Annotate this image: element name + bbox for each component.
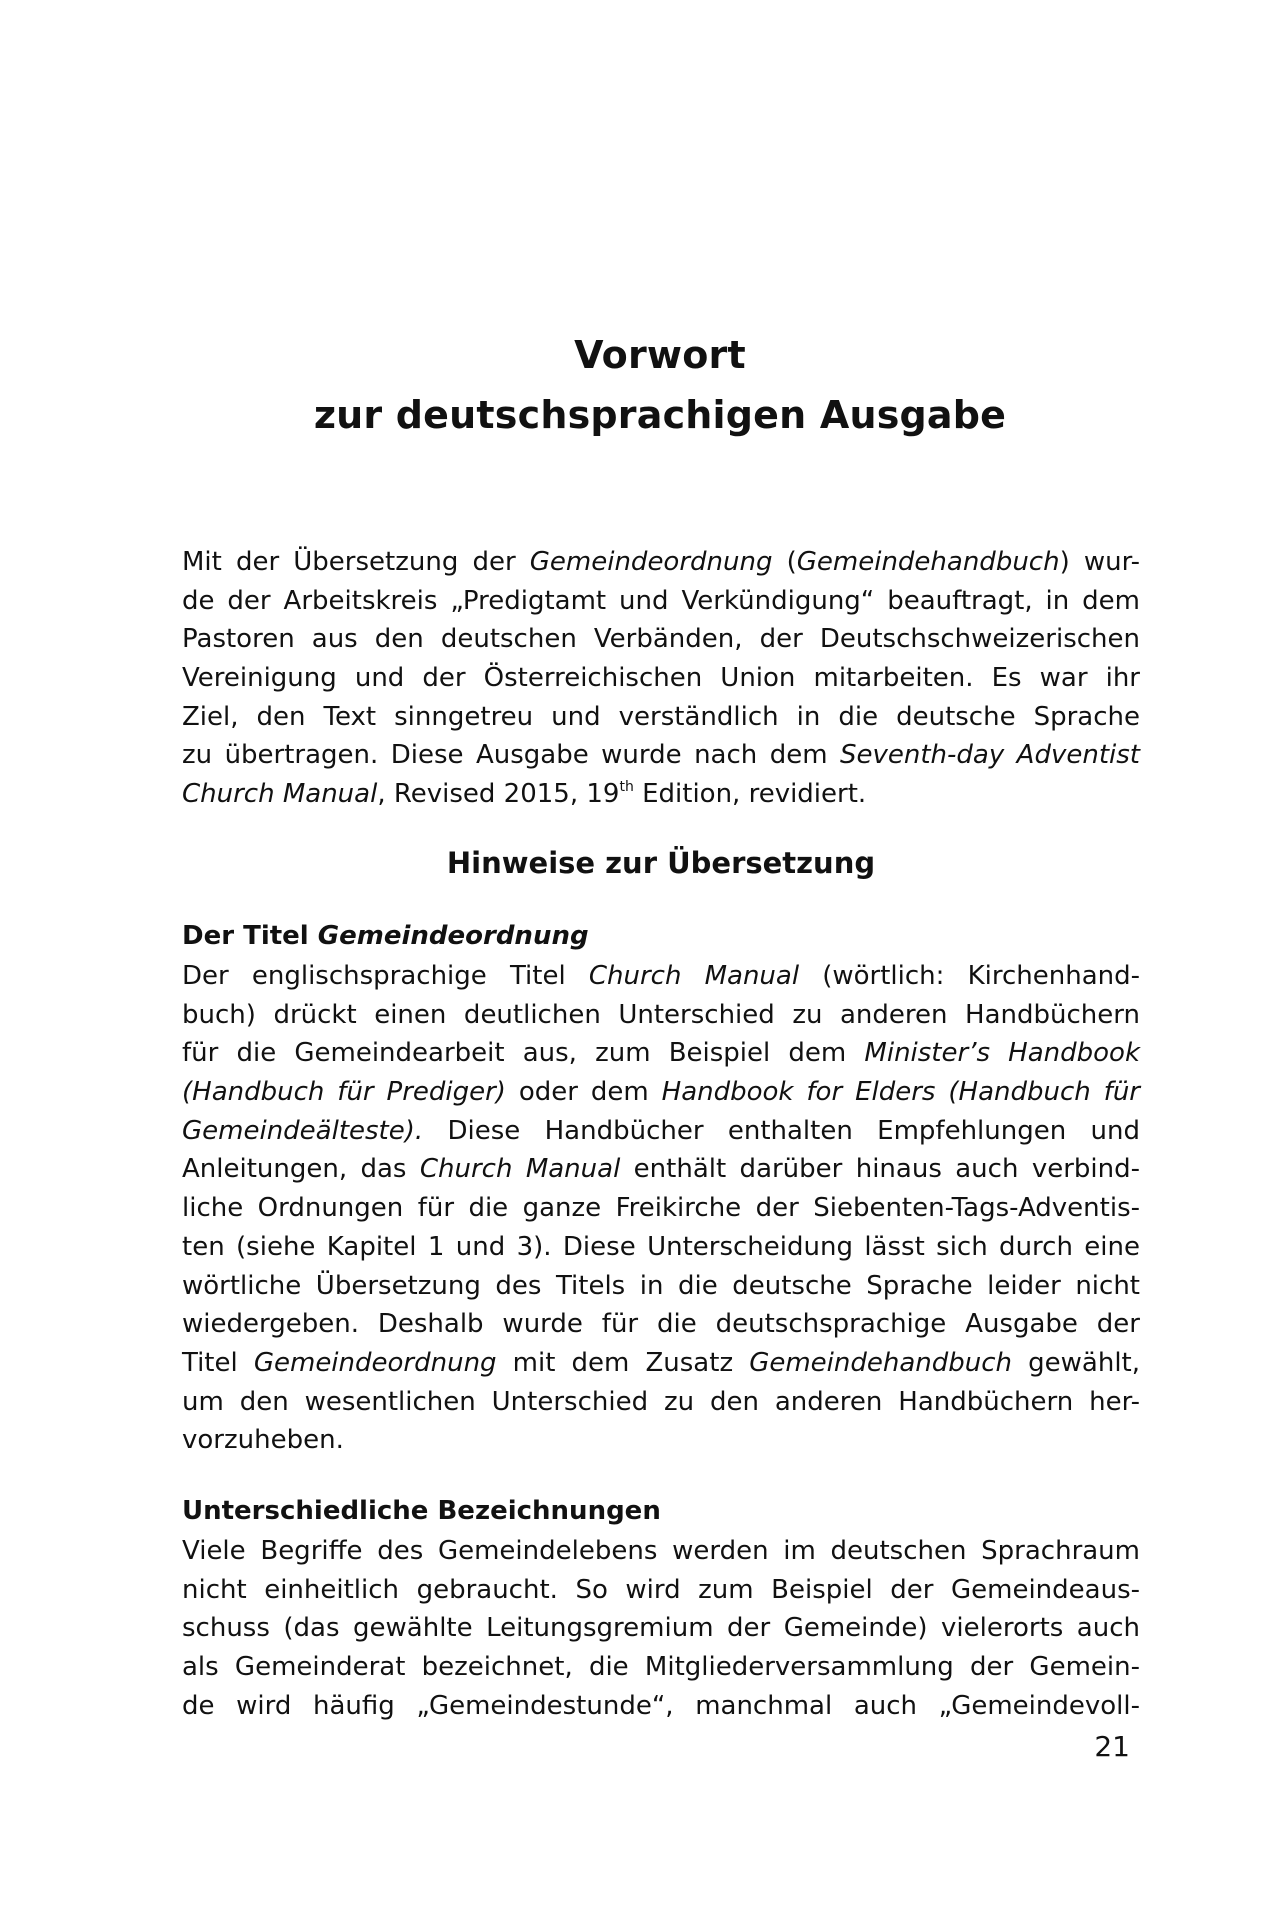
text-run: th xyxy=(619,779,634,796)
text-run: mit dem Zusatz xyxy=(496,1347,750,1378)
page-title-line-2: zur deutschsprachigen Ausgabe xyxy=(313,393,1007,437)
text-run: liche Ordnungen für die ganze Freikirche der Siebenten-Tags-Adventis- xyxy=(182,1193,1140,1224)
text-line xyxy=(182,1648,1140,1687)
text-line xyxy=(182,1344,1140,1383)
title-paragraph xyxy=(182,957,1140,1460)
text-run: Vereinigung und der Österreichischen Union mitarbeiten. Es war ihr xyxy=(182,663,1140,694)
subsection-heading-prefix: Der Titel xyxy=(182,921,318,951)
text-line xyxy=(182,582,1140,621)
text-run: , Revised 2015, 19 xyxy=(377,779,620,810)
text-line xyxy=(182,659,1140,698)
text-run: enthält darüber hinaus auch verbind- xyxy=(620,1154,1140,1185)
text-line xyxy=(182,1034,1140,1073)
text-line xyxy=(182,1267,1140,1306)
section-heading: Hinweise zur Übersetzung xyxy=(446,846,876,880)
text-run: Minister’s Handbook xyxy=(864,1038,1140,1069)
text-line xyxy=(182,1073,1140,1112)
text-line xyxy=(182,1189,1140,1228)
text-run: zu übertragen. Diese Ausgabe wurde nach dem xyxy=(182,740,840,771)
text-run: de der Arbeitskreis „Predigtamt und Verkündigung“ beauftragt, in dem xyxy=(182,585,1140,616)
text-line xyxy=(182,1609,1140,1648)
text-line xyxy=(182,1150,1140,1189)
text-run: Der englischsprachige Titel xyxy=(182,961,589,991)
text-run: nicht einheitlich gebraucht. So wird zum Beispiel der Gemeindeaus- xyxy=(182,1574,1140,1605)
text-run: Seventh-day Adventist xyxy=(839,740,1140,771)
text-line xyxy=(182,1305,1140,1344)
text-run: Pastoren aus den deutschen Verbänden, der Deutschschweizerischen xyxy=(182,624,1140,655)
text-run: Gemeindeälteste). xyxy=(182,1115,424,1146)
text-run: wörtliche Übersetzung des Titels in die deutsche Sprache leider nicht xyxy=(182,1270,1140,1301)
text-run: Church Manual xyxy=(419,1154,621,1185)
text-line xyxy=(182,1571,1140,1610)
text-run: buch) drückt einen deutlichen Unterschied zu anderen Handbüchern xyxy=(182,999,1140,1030)
text-run: ten (siehe Kapitel 1 und 3). Diese Unterscheidung lässt sich durch eine xyxy=(182,1231,1140,1262)
text-run: Gemeindeordnung xyxy=(253,1347,497,1378)
text-line xyxy=(182,1687,1140,1726)
text-run: wiedergeben. Deshalb wurde für die deutschsprachige Ausgabe der xyxy=(182,1309,1140,1340)
page-number: 21 xyxy=(1094,1730,1130,1763)
text-run: Church Manual xyxy=(588,961,800,991)
text-run: Mit der Übersetzung der xyxy=(182,547,530,577)
text-line xyxy=(182,1112,1140,1151)
text-run: Anleitungen, das xyxy=(182,1154,420,1185)
subsection-heading-title xyxy=(182,916,1140,956)
text-line xyxy=(182,996,1140,1035)
text-run: vorzuheben. xyxy=(182,1425,344,1456)
text-line xyxy=(182,1383,1140,1422)
intro-paragraph xyxy=(182,543,1140,814)
text-line xyxy=(182,736,1140,775)
page-title-line-1: Vorwort xyxy=(574,333,746,377)
text-line xyxy=(182,1532,1140,1571)
text-run: Ziel, den Text sinngetreu und verständlich in die deutsche Sprache xyxy=(182,701,1140,732)
text-line xyxy=(182,1421,1140,1460)
text-line xyxy=(182,543,1140,582)
text-run: Gemeindeordnung xyxy=(529,547,773,577)
text-run: Church Manual xyxy=(182,779,378,810)
text-line xyxy=(182,698,1140,737)
text-run: für die Gemeindearbeit aus, zum Beispiel dem xyxy=(182,1038,865,1069)
text-run: gewählt, xyxy=(1012,1347,1141,1378)
text-run: Diese Handbücher enthalten Empfehlungen und xyxy=(423,1115,1140,1146)
subsection-heading-terms: Unterschiedliche Bezeichnungen xyxy=(182,1496,661,1526)
text-line xyxy=(182,1228,1140,1267)
text-run: Edition, revidiert. xyxy=(633,779,867,810)
text-run: Viele Begriffe des Gemeindelebens werden im deutschen Sprachraum xyxy=(182,1536,1140,1566)
text-run: (Handbuch für Prediger) xyxy=(182,1077,506,1108)
text-line xyxy=(182,957,1140,996)
text-run: Gemeindehandbuch xyxy=(796,547,1060,577)
text-run: Titel xyxy=(182,1347,254,1378)
text-line xyxy=(182,775,1140,814)
text-run: als Gemeinderat bezeichnet, die Mitgliederversammlung der Gemein- xyxy=(182,1652,1140,1683)
text-run: oder dem xyxy=(505,1077,662,1108)
text-run: um den wesentlichen Unterschied zu den anderen Handbüchern her- xyxy=(182,1386,1140,1417)
terms-paragraph xyxy=(182,1532,1140,1725)
text-run: de wird häufig „Gemeindestunde“, manchmal auch „Gemeindevoll- xyxy=(182,1690,1140,1721)
text-line xyxy=(182,620,1140,659)
text-run: ( xyxy=(772,547,797,577)
text-run: Handbook for Elders (Handbuch für xyxy=(661,1077,1140,1108)
text-run: (wörtlich: Kirchenhand- xyxy=(799,961,1140,991)
text-run: Gemeindehandbuch xyxy=(749,1347,1013,1378)
text-run: schuss (das gewählte Leitungsgremium der Gemeinde) vielerorts auch xyxy=(182,1613,1140,1644)
subsection-heading-italic: Gemeindeordnung xyxy=(317,921,589,951)
text-run: ) wur- xyxy=(1059,547,1140,577)
